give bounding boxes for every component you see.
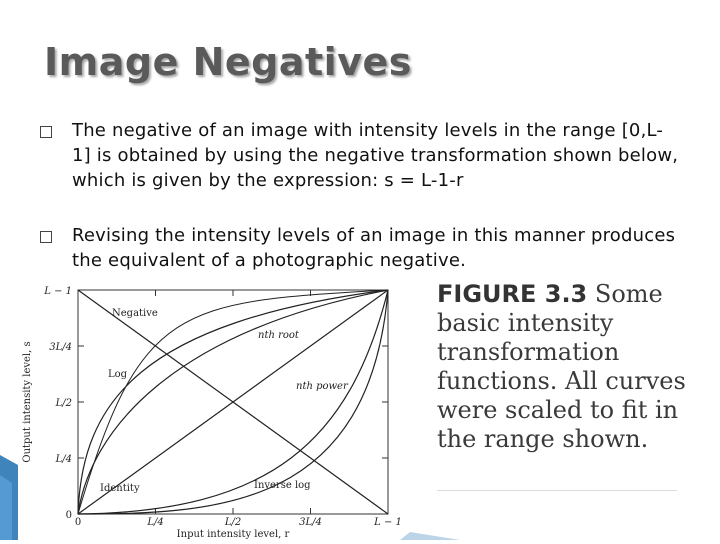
curve-label-nth-power: nth power (296, 381, 348, 392)
bullet-item (40, 118, 680, 193)
x-tick-label: L/4 (147, 517, 164, 528)
curve-label-nth-root: nth root (258, 330, 299, 341)
caption-divider (437, 490, 677, 491)
slide-title: Image Negatives (44, 40, 412, 84)
y-tick-label: L/4 (55, 454, 72, 465)
transformation-plot (20, 282, 410, 540)
bullet-text: Revising the intensity levels of an image in this manner produces the equivalent of a photographic negative. (72, 225, 676, 271)
bullet-item (40, 223, 680, 273)
square-bullet-icon (40, 231, 52, 243)
bullet-list (40, 118, 680, 303)
x-tick-label: L/2 (224, 517, 242, 528)
y-tick-label: 0 (65, 510, 72, 521)
decorative-wave-bottom (400, 532, 460, 540)
x-tick-label: 0 (74, 517, 82, 528)
x-tick-label: 3L/4 (299, 517, 322, 528)
square-bullet-icon (40, 126, 52, 138)
figure-caption (437, 280, 687, 454)
y-axis-label: Output intensity level, s (22, 341, 33, 463)
decorative-wave-left (0, 455, 18, 540)
y-tick-label: L/2 (55, 398, 72, 409)
x-tick-label: L − 1 (374, 517, 402, 528)
x-axis-label: Input intensity level, r (176, 529, 290, 540)
bullet-text: The negative of an image with intensity levels in the range [0,L-1] is obtained by using the negative transformation shown below, which is given by the expression: s = L-1-r (72, 120, 679, 191)
curve-label-log: Log (108, 369, 128, 380)
y-tick-label: 3L/4 (49, 342, 72, 353)
transformation-figure (20, 282, 410, 540)
curve-label-inverse-log: Inverse log (254, 480, 311, 491)
curve-label-negative: Negative (112, 308, 158, 319)
y-tick-label: L − 1 (44, 286, 72, 297)
figure-caption-text: Some basic intensity transformation functions. All curves were scaled to fit in the range shown. (437, 280, 686, 453)
figure-label: FIGURE 3.3 (437, 280, 588, 308)
curve-label-identity: Identity (100, 483, 140, 494)
